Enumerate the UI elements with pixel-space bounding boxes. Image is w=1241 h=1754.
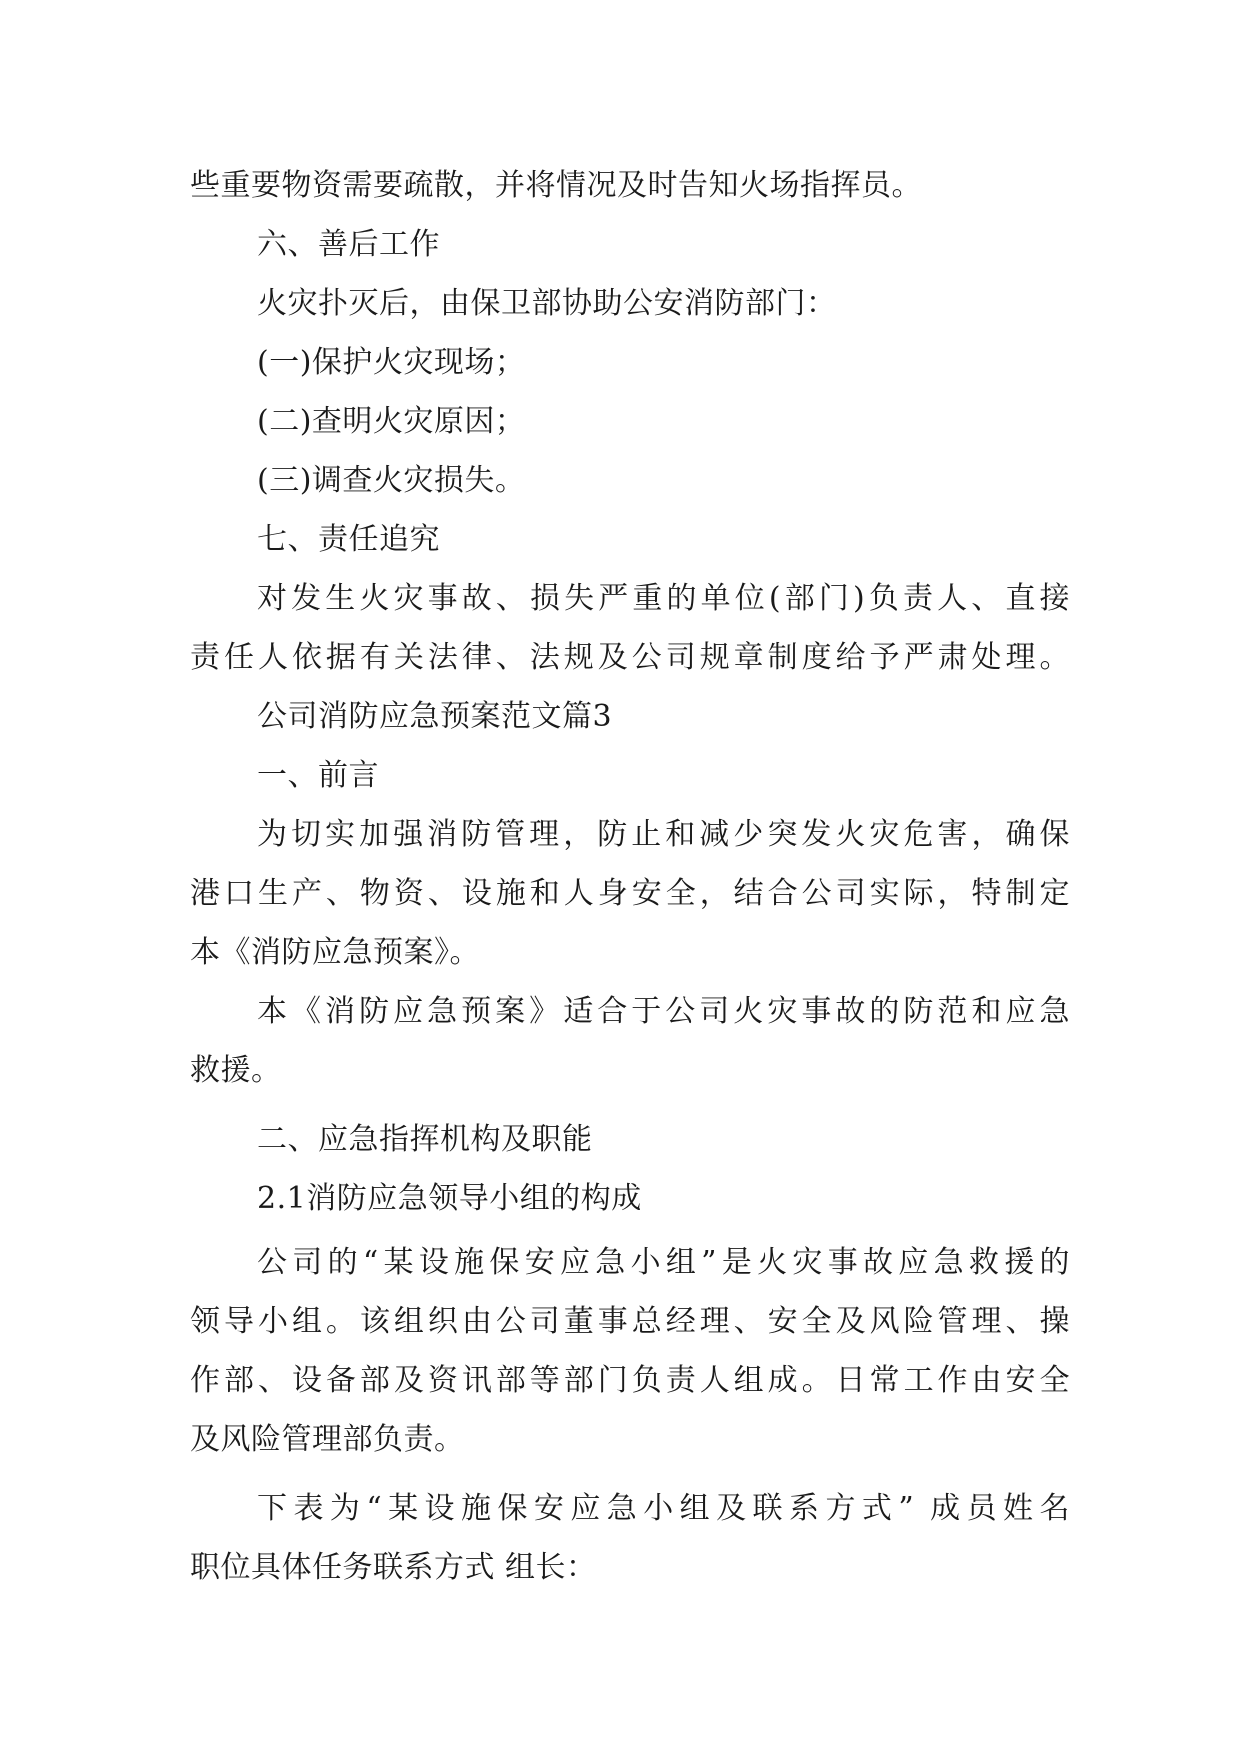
paragraph-line: 对发生火灾事故、损失严重的单位(部门)负责人、直接 xyxy=(257,581,1070,616)
paragraph-line: 及风险管理部负责。 xyxy=(190,1422,465,1457)
paragraph-line: 职位具体任务联系方式 组长： xyxy=(190,1550,597,1585)
list-item: (一)保护火灾现场； xyxy=(257,345,526,380)
section-heading: 七、责任追究 xyxy=(257,522,440,557)
paragraph-line: 本《消防应急预案》适合于公司火灾事故的防范和应急 xyxy=(257,994,1070,1029)
paragraph-line: 领导小组。该组织由公司董事总经理、安全及风险管理、操 xyxy=(190,1304,1070,1339)
paragraph-line: 港口生产、物资、设施和人身安全，结合公司实际，特制定 xyxy=(190,876,1070,911)
paragraph-line: 公司的“某设施保安应急小组”是火灾事故应急救援的 xyxy=(257,1245,1070,1280)
paragraph-line: 火灾扑灭后，由保卫部协助公安消防部门： xyxy=(257,286,837,321)
paragraph-line: 为切实加强消防管理，防止和减少突发火灾危害，确保 xyxy=(257,817,1070,852)
list-item: (二)查明火灾原因； xyxy=(257,404,526,439)
article-title: 公司消防应急预案范文篇3 xyxy=(257,699,613,734)
section-heading: 六、善后工作 xyxy=(257,227,440,262)
section-heading: 二、应急指挥机构及职能 xyxy=(257,1122,593,1157)
section-heading: 一、前言 xyxy=(257,758,379,793)
paragraph-line: 些重要物资需要疏散，并将情况及时告知火场指挥员。 xyxy=(190,168,922,203)
paragraph-line: 救援。 xyxy=(190,1053,282,1088)
subsection-heading: 2.1消防应急领导小组的构成 xyxy=(257,1181,642,1216)
paragraph-line: 作部、设备部及资讯部等部门负责人组成。日常工作由安全 xyxy=(190,1363,1070,1398)
paragraph-line: 下表为“某设施保安应急小组及联系方式” 成员姓名 xyxy=(257,1491,1070,1526)
paragraph-line: 责任人依据有关法律、法规及公司规章制度给予严肃处理。 xyxy=(190,640,1070,675)
paragraph-line: 本《消防应急预案》。 xyxy=(190,935,480,970)
list-item: (三)调查火灾损失。 xyxy=(257,463,526,498)
